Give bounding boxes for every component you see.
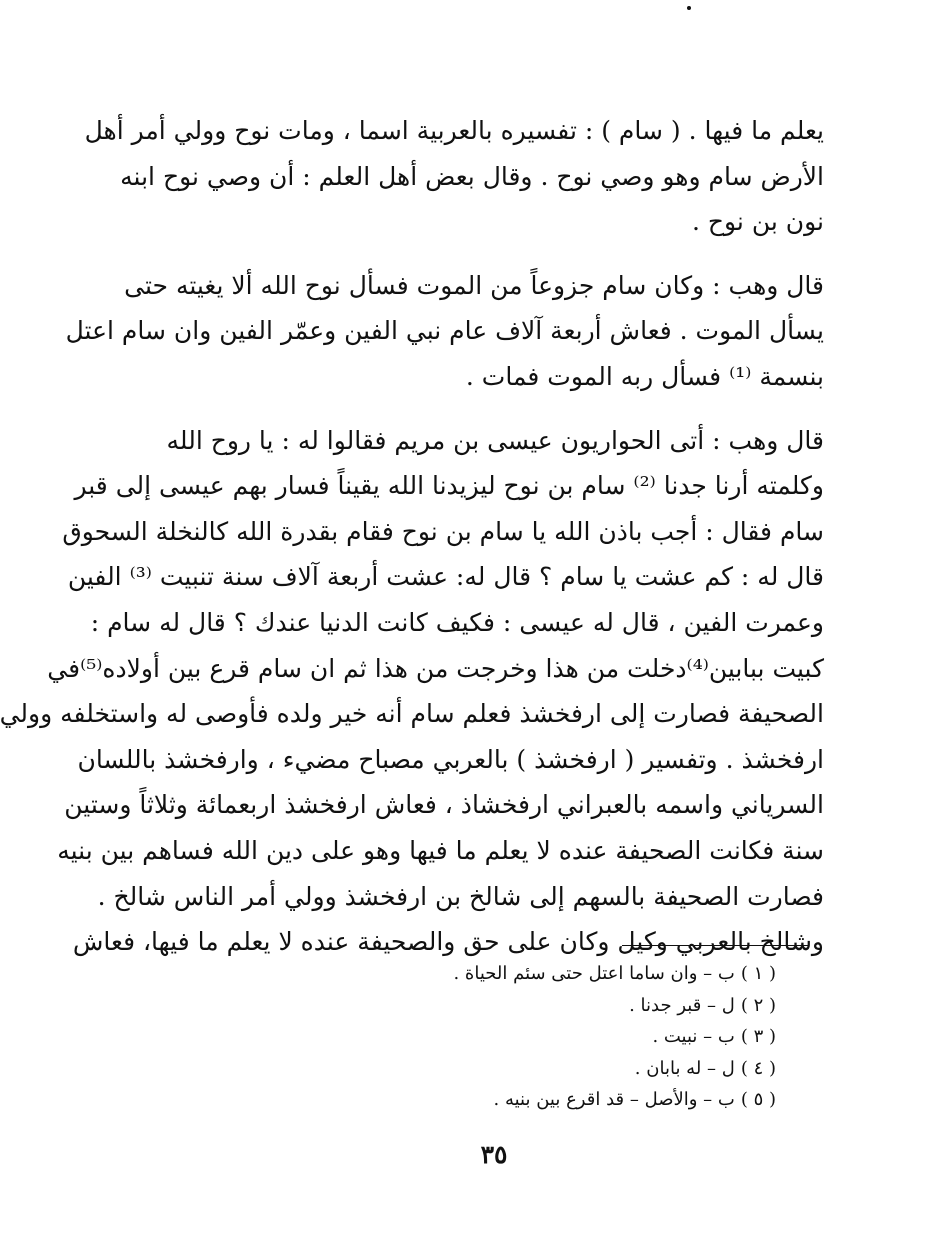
footnote-text: ل – له بابان . xyxy=(634,1057,735,1079)
text-line: سام فقال : أجب باذن الله يا سام بن نوح فقام بقدرة الله كالنخلة السحوق xyxy=(62,516,824,546)
text-line: قال وهب : أتى الحواريون عيسى بن مريم فقالوا له : يا روح الله xyxy=(166,425,824,455)
text-line: وكلمته أرنا جدنا ⁽²⁾ سام بن نوح ليزيدنا الله يقيناً فسار بهم عيسى إلى قبر xyxy=(74,471,824,501)
text-line: قال له : كم عشت يا سام ؟ قال له: عشت أربعة آلاف سنة تنبيت ⁽³⁾ الفين xyxy=(67,562,824,592)
footnote-2 xyxy=(384,990,776,1022)
text-line: بنسمة ⁽¹⁾ فسأل ربه الموت فمات . xyxy=(465,361,824,391)
footnote-5 xyxy=(384,1084,776,1116)
footnotes xyxy=(384,958,776,1116)
text-line: السرياني واسمه بالعبراني ارفخشاذ ، فعاش ارفخشذ اربعمائة وثلاثاً وستين xyxy=(64,790,824,820)
text-line: نون بن نوح . xyxy=(691,207,824,237)
paragraph-2 xyxy=(65,263,824,400)
paragraph-1 xyxy=(84,108,824,245)
text-line: كبيت ببابين⁽⁴⁾دخلت من هذا وخرجت من هذا ثم ان سام قرع بين أولاده⁽⁵⁾في xyxy=(47,653,824,683)
footnote-text: ل – قبر جدنا . xyxy=(629,994,735,1016)
footnote-number: ( ٣ ) xyxy=(740,1026,776,1047)
text-line: يعلم ما فيها . ( سام ) : تفسيره بالعربية اسما ، ومات نوح وولي أمر أهل xyxy=(84,116,824,145)
footnote-number: ( ١ ) xyxy=(740,963,776,984)
footnote-1 xyxy=(384,958,776,990)
footnote-text: ب – والأصل – قد اقرع بين بنيه . xyxy=(493,1089,735,1110)
footnote-divider xyxy=(622,945,808,946)
text-line: وشالخ بالعربي وكيل وكان على حق والصحيفة عنده لا يعلم ما فيها، فعاش xyxy=(72,927,824,957)
text-line: الأرض سام وهو وصي نوح . وقال بعض أهل العلم : أن وصي نوح ابنه xyxy=(120,161,824,191)
text-line: الصحيفة فصارت إلى ارفخشذ فعلم سام أنه خير ولده فأوصى له واستخلفه وولي xyxy=(0,699,824,729)
text-line: فصارت الصحيفة بالسهم إلى شالخ بن ارفخشذ وولي أمر الناس شالخ . xyxy=(97,881,824,911)
page-mark xyxy=(687,6,691,10)
footnote-3 xyxy=(384,1021,776,1053)
footnote-number: ( ٤ ) xyxy=(740,1057,776,1079)
text-line: قال وهب : وكان سام جزوعاً من الموت فسأل نوح الله ألا يغيته حتى xyxy=(124,270,824,300)
main-text xyxy=(0,108,824,965)
text-line: وعمرت الفين ، قال له عيسى : فكيف كانت الدنيا عندك ؟ قال له سام : xyxy=(90,607,824,637)
footnote-text: ب – وان ساما اعتل حتى سئم الحياة . xyxy=(453,963,735,984)
text-line: يسأل الموت . فعاش أربعة آلاف عام نبي الفين وعمّر الفين وان سام اعتل xyxy=(65,316,824,346)
footnote-number: ( ٢ ) xyxy=(740,994,776,1016)
footnote-4 xyxy=(384,1053,776,1085)
page-number: ٣٥ xyxy=(480,1140,508,1169)
text-line: سنة فكانت الصحيفة عنده لا يعلم ما فيها وهو على دين الله فساهم بين بنيه xyxy=(57,835,824,865)
footnote-text: ب – نبيت . xyxy=(652,1026,735,1047)
paragraph-3 xyxy=(0,418,824,965)
text-line: ارفخشذ . وتفسير ( ارفخشذ ) بالعربي مصباح مضيء ، وارفخشذ باللسان xyxy=(77,744,824,774)
footnote-number: ( ٥ ) xyxy=(740,1089,776,1110)
